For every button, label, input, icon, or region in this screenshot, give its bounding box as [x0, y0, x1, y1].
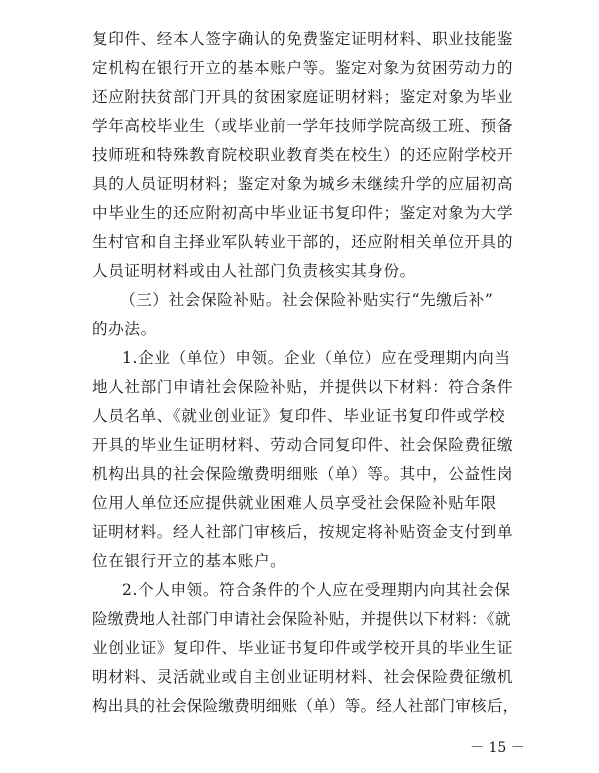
text-line: 人员证明材料或由人社部门负责核实其身份。 — [92, 262, 416, 280]
text-line: 证明材料。经人社部门审核后，按规定将补贴资金支付到单 — [92, 523, 514, 541]
text-line: 地人社部门申请社会保险补贴，并提供以下材料：符合条件 — [92, 378, 514, 396]
text-line: 生村官和自主择业军队转业干部的，还应附相关单位开具的 — [92, 233, 514, 251]
text-line: 的办法。 — [92, 320, 157, 338]
text-line: 开具的毕业生证明材料、劳动合同复印件、社会保险费征缴 — [92, 436, 514, 454]
text-line: 险缴费地人社部门申请社会保险补贴，并提供以下材料：《就 — [92, 610, 511, 628]
subsection-heading-line: 2.个人申领。符合条件的个人应在受理期内向其社会保 — [122, 581, 511, 599]
text-line: 明材料、灵活就业或自主创业证明材料、社会保险费征缴机 — [92, 668, 514, 686]
text-line: 还应附扶贫部门开具的贫困家庭证明材料；鉴定对象为毕业 — [92, 88, 514, 106]
subsection-heading-line: 1.企业（单位）申领。企业（单位）应在受理期内向当 — [122, 349, 511, 367]
text-line: 业创业证》复印件、毕业证书复印件或学校开具的毕业生证 — [92, 639, 514, 657]
text-line: 复印件、经本人签字确认的免费鉴定证明材料、职业技能鉴 — [92, 30, 514, 48]
text-line: 人员名单、《就业创业证》复印件、毕业证书复印件或学校 — [92, 407, 506, 425]
text-line: 学年高校毕业生（或毕业前一学年技师学院高级工班、预备 — [92, 117, 514, 135]
section-heading-line: （三）社会保险补贴。社会保险补贴实行“先缴后补” — [120, 291, 494, 309]
page-number: － 15 － — [470, 740, 525, 756]
text-line: 具的人员证明材料；鉴定对象为城乡未继续升学的应届初高 — [92, 175, 514, 193]
text-line: 构出具的社会保险缴费明细账（单）等。经人社部门审核后， — [92, 697, 519, 715]
text-line: 位在银行开立的基本账户。 — [92, 552, 287, 570]
text-line: 技师班和特殊教育院校职业教育类在校生）的还应附学校开 — [92, 146, 514, 164]
text-line: 机构出具的社会保险缴费明细账（单）等。其中，公益性岗 — [92, 465, 514, 483]
text-line: 定机构在银行开立的基本账户等。鉴定对象为贫困劳动力的 — [92, 59, 514, 77]
text-line: 位用人单位还应提供就业困难人员享受社会保险补贴年限 — [92, 494, 497, 512]
text-line: 中毕业生的还应附初高中毕业证书复印件；鉴定对象为大学 — [92, 204, 514, 222]
